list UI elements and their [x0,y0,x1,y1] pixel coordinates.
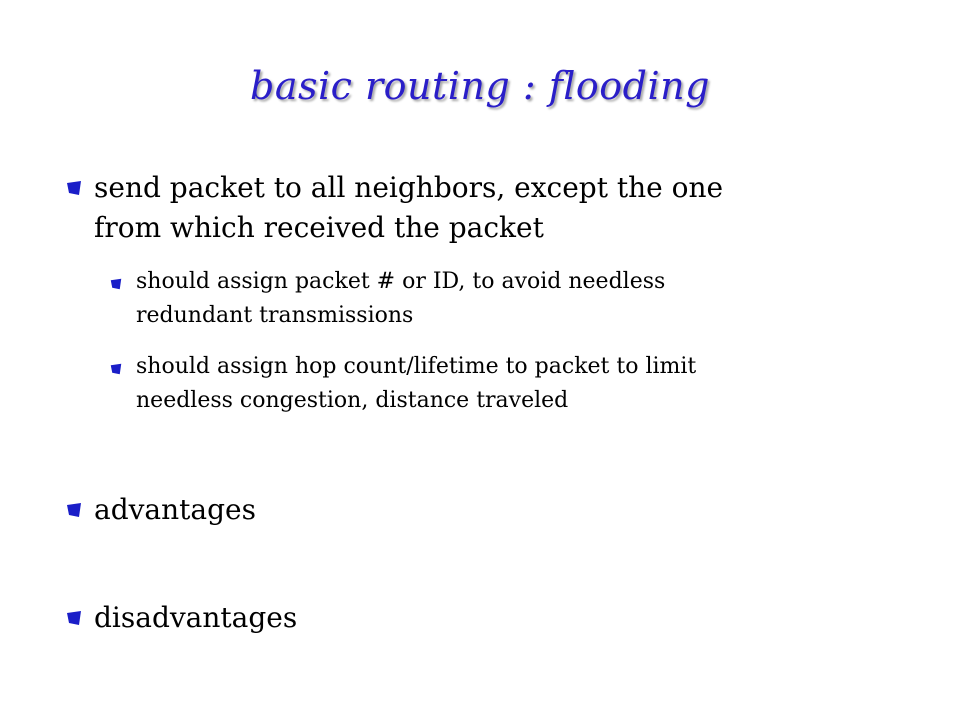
sub-bullet-line: needless congestion, distance traveled [136,388,569,413]
diamond-bullet-icon [66,180,82,200]
bullet-text: disadvantages [94,601,298,634]
bullet-item [66,168,926,248]
slide-title: basic routing : flooding [250,64,710,108]
diamond-bullet-icon [66,610,82,630]
sub-bullet-item [110,350,930,418]
sub-bullet-item [110,265,930,333]
bullet-line: send packet to all neighbors, except the one [94,171,724,204]
bullet-text [94,168,723,248]
bullet-text: advantages [94,493,256,526]
diamond-bullet-icon [110,360,122,379]
diamond-bullet-icon [66,502,82,522]
sub-bullet-line: redundant transmissions [136,303,414,328]
sub-bullet-text [136,350,696,418]
sub-bullet-line: should assign packet # or ID, to avoid needless [136,269,666,294]
sub-bullet-text [136,265,665,333]
bullet-line: from which received the packet [94,211,544,244]
bullet-item [66,598,926,638]
sub-bullet-line: should assign hop count/lifetime to packet to limit [136,354,697,379]
diamond-bullet-icon [110,275,122,294]
bullet-item [66,490,926,530]
